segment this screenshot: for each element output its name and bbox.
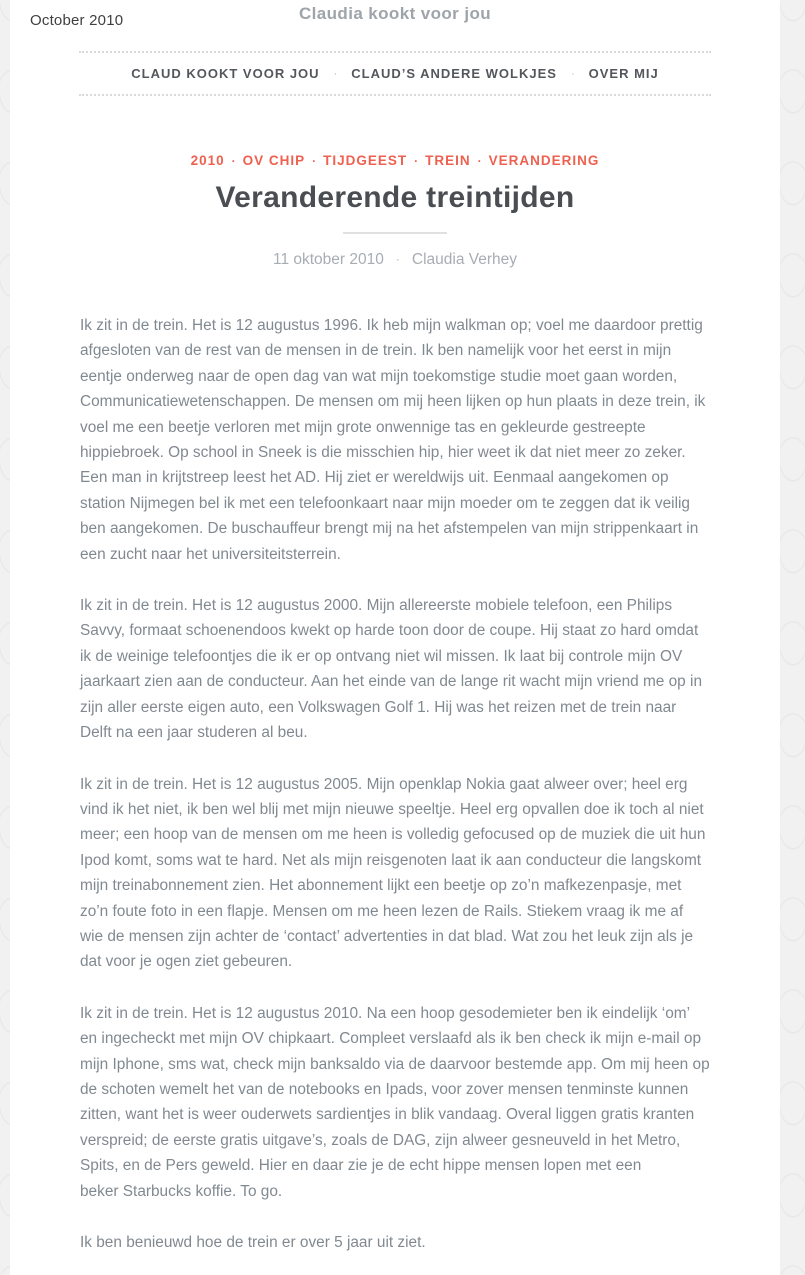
category-link-4[interactable]: TREIN [425, 153, 471, 168]
post-meta [10, 249, 780, 270]
main-nav [79, 51, 711, 96]
category-link-1[interactable]: 2010 [190, 153, 225, 168]
title-divider [343, 232, 447, 234]
nav-item-2[interactable]: CLAUD’S ANDERE WOLKJES [351, 66, 557, 81]
category-link-2[interactable]: OV CHIP [242, 153, 306, 168]
article-paragraph-2: Ik zit in de trein. Het is 12 augustus 2000. Mijn allereerste mobiele telefoon, een Philips Savvy, formaat schoenendoos kwekt op harde toon door de coupe. Hij staat zo hard omdat ik de weinige telefoontjes die ik er op ontvang niet wil missen. Ik laat bij controle mijn OV jaarkaart zien aan de conducteur. Aan het einde van de lange rit wacht mijn vriend me op in zijn aller eerste eigen auto, een Volkswagen Golf 1. Hij was het reizen met de trein naar Delft na een jaar studeren al beu. [80, 597, 702, 742]
article-paragraph-4: Ik zit in de trein. Het is 12 augustus 2010. Na een hoop gesodemieter ben ik eindelijk ‘om’ en ingecheckt met mijn OV chipkaart. Compleet verslaafd als ik ben check ik mijn e-mail op mijn Iphone, sms wat, check mijn banksaldo via de daarvoor bestemde app. Om mij heen op de schoten wemelt het van de notebooks en Ipads, voor zover mensen tenminste kunnen zitten, want het is weer ouderwets sardientjes in blik vandaag. Overal liggen gratis kranten verspreid; de eerste gratis uitgave’s, zoals de DAG, zijn alweer gesneuveld in het Metro, Spits, en de Pers geweld. Hier en daar zie je de echt hippe mensen lopen met een beker Starbucks koffie. To go. [80, 1004, 710, 1200]
category-link-5[interactable]: VERANDERING [488, 153, 600, 168]
category-link-3[interactable]: TIJDGEEST [323, 153, 408, 168]
meta-separator: · [395, 252, 400, 266]
nav-items [131, 65, 658, 82]
article-paragraph-1: Ik zit in de trein. Het is 12 augustus 1996. Ik heb mijn walkman op; voel me daardoor prettig afgesloten van de rest van de mensen in de trein. Ik ben namelijk voor het eerst in mijn eentje onderweg naar de open dag van wat mijn toekomstige studie moet gaan worden, Communicatiewetenschappen. De mensen om mij heen lijken op hun plaats in deze trein, ik voel me een beetje verloren met mijn grote onwennige tas en gekleurde gestreepte hippiebroek. Op school in Sneek is die misschien hip, hier weet ik dat niet meer zo zeker. Een man in krijtstreep leest het AD. Hij ziet er wereldwijs uit. Eenmaal aangekomen op station Nijmegen bel ik met een telefoonkaart naar mijn moeder om te zeggen dat ik veilig ben aangekomen. De buschauffeur brengt mij na het afstempelen van mijn strippenkaart in een zucht naar het universiteitsterrein. [80, 317, 706, 563]
post-date: 11 oktober 2010 [272, 251, 384, 268]
category-separator: · [414, 154, 419, 168]
nav-separator: · [333, 68, 338, 80]
category-list [10, 152, 780, 170]
article-paragraph-3: Ik zit in de trein. Het is 12 augustus 2005. Mijn openklap Nokia gaat alweer over; heel erg vind ik het niet, ik ben wel blij met mijn nieuwe speeltje. Heel erg opvallen doe ik toch al niet meer; een hoop van de mensen om me heen is volledig gefocused op de muziek die uit hun Ipod komt, soms wat te hard. Net als mijn reisgenoten laat ik aan conducteur die langskomt mijn treinabonnement zien. Het abonnement lijkt een beetje op zo’n mafkezenpasje, met zo’n foute foto in een flapje. Mensen om me heen lezen de Rails. Stiekem vraag ik me af wie de mensen zijn achter de ‘contact’ advertenties in dat blad. Wat zou het leuk zijn als je dat voor je ogen ziet gebeuren. [80, 775, 706, 971]
post-title: Veranderende treintijden [215, 181, 575, 214]
nav-item-1[interactable]: CLAUD KOOKT VOOR JOU [131, 66, 320, 81]
content-sheet [10, 0, 780, 1275]
nav-item-3[interactable]: OVER MIJ [588, 66, 659, 81]
category-separator: · [312, 154, 317, 168]
category-separator: · [477, 154, 482, 168]
categories [191, 152, 600, 169]
article-paragraph-5: Ik ben benieuwd hoe de trein er over 5 jaar uit ziet. [80, 1234, 426, 1251]
nav-separator: · [570, 68, 575, 80]
archive-date-label: October 2010 [30, 12, 124, 29]
post-header [10, 152, 780, 270]
article-body [80, 313, 710, 1255]
site-title[interactable]: Claudia kookt voor jou [298, 4, 492, 23]
post-author: Claudia Verhey [411, 251, 517, 268]
category-separator: · [231, 154, 236, 168]
